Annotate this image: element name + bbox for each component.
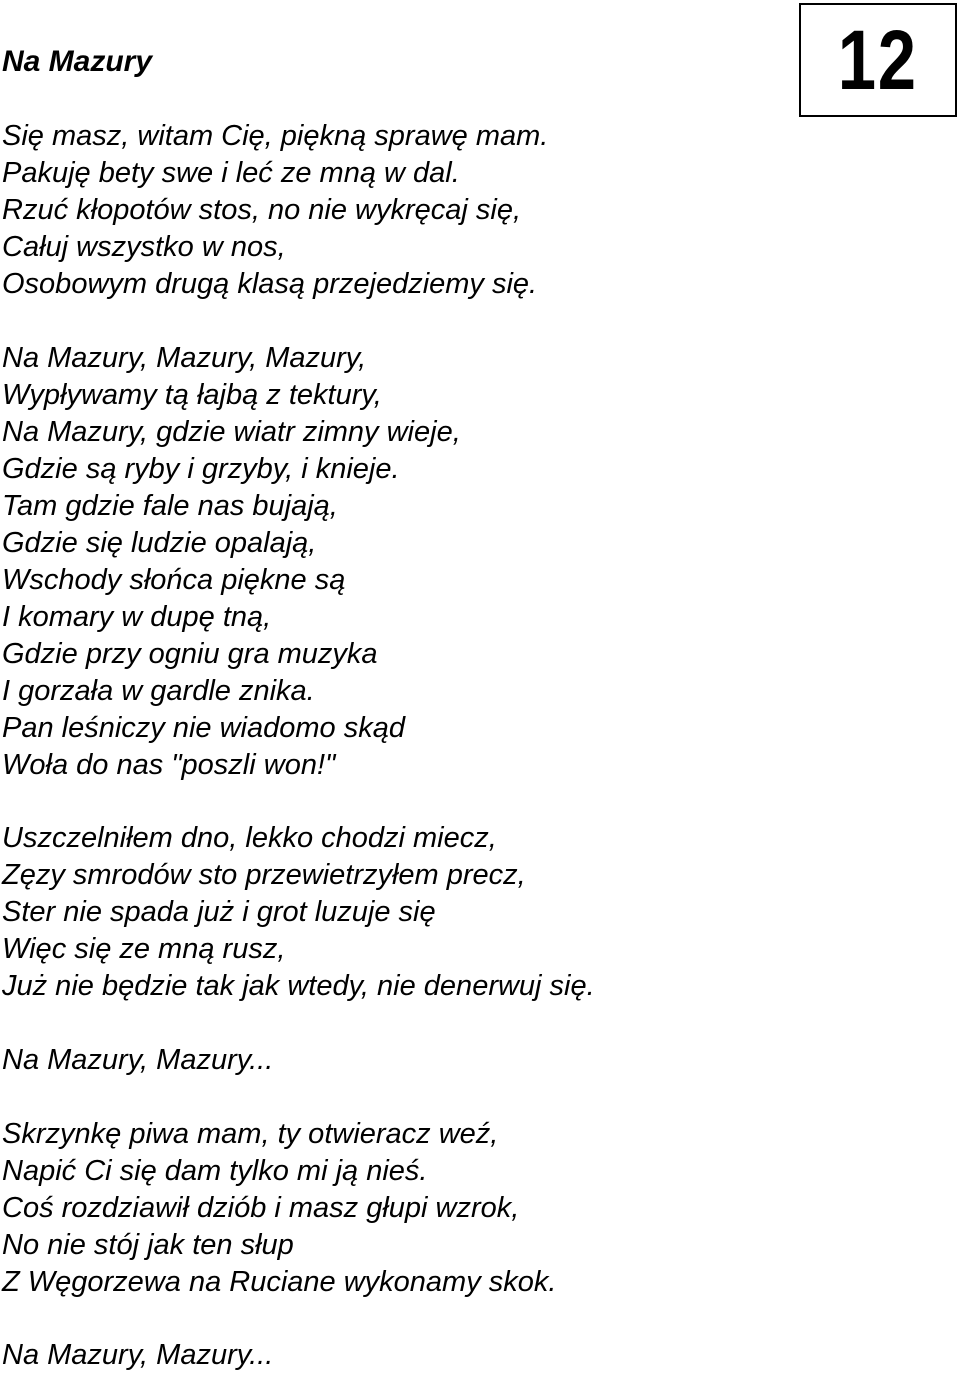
lyric-line: Osobowym drugą klasą przejedziemy się. [2,268,538,300]
page-number-box [799,3,957,117]
lyric-line: Gdzie przy ogniu gra muzyka [2,638,378,670]
lyric-line: Rzuć kłopotów stos, no nie wykręcaj się, [2,194,521,226]
song-title: Na Mazury [2,45,153,78]
lyric-line: Więc się ze mną rusz, [2,933,286,965]
lyric-line: I gorzała w gardle znika. [2,675,315,707]
lyric-line: Napić Ci się dam tylko mi ją nieś. [2,1155,428,1187]
lyric-line: Ster nie spada już i grot luzuje się [2,896,436,928]
chorus-reference: Na Mazury, Mazury... [2,1044,274,1076]
lyric-line: Gdzie się ludzie opalają, [2,527,317,559]
lyric-line: Się masz, witam Cię, piękną sprawę mam. [2,120,549,152]
lyric-line: Woła do nas "poszli won!" [2,749,336,781]
lyric-line: Pan leśniczy nie wiadomo skąd [2,712,405,744]
chorus-reference: Na Mazury, Mazury... [2,1339,274,1371]
lyric-line: Coś rozdziawił dziób i masz głupi wzrok, [2,1192,520,1224]
lyric-line: Pakuję bety swe i leć ze mną w dal. [2,157,460,189]
lyric-line: Skrzynkę piwa mam, ty otwieracz weź, [2,1118,499,1150]
lyric-line: Gdzie są ryby i grzyby, i knieje. [2,453,400,485]
lyric-line: I komary w dupę tną, [2,601,272,633]
lyric-line: Wschody słońca piękne są [2,564,346,596]
page-number: 12 [838,13,918,107]
lyric-line: Już nie będzie tak jak wtedy, nie denerwuj się. [2,970,595,1002]
lyric-line: Całuj wszystko w nos, [2,231,286,263]
lyric-line: Uszczelniłem dno, lekko chodzi miecz, [2,822,497,854]
lyric-line: Na Mazury, gdzie wiatr zimny wieje, [2,416,461,448]
lyric-line: Zęzy smrodów sto przewietrzyłem precz, [2,859,526,891]
lyric-line: No nie stój jak ten słup [2,1229,294,1261]
lyric-line: Na Mazury, Mazury, Mazury, [2,342,367,374]
lyric-line: Tam gdzie fale nas bujają, [2,490,338,522]
lyric-line: Wypływamy tą łajbą z tektury, [2,379,382,411]
lyric-line: Z Węgorzewa na Ruciane wykonamy skok. [2,1266,557,1298]
